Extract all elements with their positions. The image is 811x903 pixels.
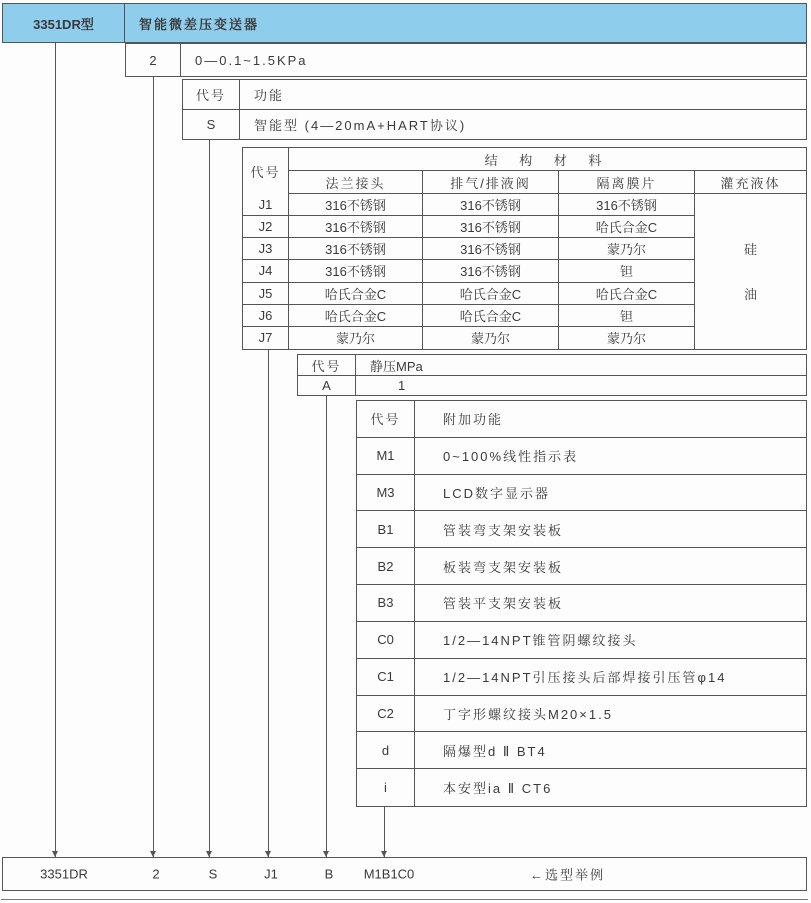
- addon-row-code: d: [357, 732, 415, 769]
- model-name-label: 智能微差压变送器: [139, 16, 260, 32]
- material-row-valve: 哈氏合金C: [423, 305, 559, 327]
- material-row-flange: 316不锈钢: [289, 194, 423, 216]
- material-row-flange: 蒙乃尔: [289, 327, 423, 349]
- addon-row-label: 管装平支架安装板: [415, 585, 806, 622]
- pressure-table: [297, 354, 807, 396]
- material-row-code: J4: [243, 260, 289, 282]
- model-code-label: 3351DR型: [33, 16, 94, 32]
- example-function: S: [208, 866, 218, 882]
- addon-row-label: 丁字形螺纹接头M20×1.5: [415, 696, 806, 733]
- fill-liquid-char: 油: [743, 287, 757, 303]
- example-pressure: B: [324, 866, 334, 882]
- connector-material-down-arrow-icon: [268, 350, 269, 857]
- model-name: [125, 4, 806, 42]
- addon-row-code: B3: [357, 585, 415, 622]
- addon-row-code: C1: [357, 659, 415, 696]
- addon-row-code: B1: [357, 511, 415, 548]
- range-row: [125, 43, 807, 77]
- material-table: [242, 147, 807, 350]
- addon-row-label: 板装弯支架安装板: [415, 548, 806, 585]
- col-header-flange: 法兰接头: [289, 171, 423, 194]
- pressure-header: 静压MPa: [356, 355, 806, 376]
- pressure-row-code: A: [298, 376, 356, 395]
- model-code: [3, 4, 125, 42]
- addon-code-header: 代号: [357, 401, 415, 438]
- material-row-diaphragm: 钽: [559, 260, 695, 282]
- addon-row-label: 1/2—14NPT引压接头后部焊接引压管φ14: [415, 659, 806, 696]
- material-row-code: J7: [243, 327, 289, 349]
- material-row-diaphragm: 哈氏合金C: [559, 216, 695, 238]
- addon-row-code: M3: [357, 475, 415, 512]
- material-row-flange: 316不锈钢: [289, 238, 423, 260]
- addon-header: 附加功能: [415, 401, 806, 438]
- material-row-diaphragm: 哈氏合金C: [559, 283, 695, 305]
- addon-row-label: 1/2—14NPT锥管阴螺纹接头: [415, 622, 806, 659]
- connector-addon-down-arrow-icon: [384, 807, 385, 857]
- material-row-flange: 316不锈钢: [289, 260, 423, 282]
- material-row-valve: 蒙乃尔: [423, 327, 559, 349]
- example-addon: M1B1C0: [363, 866, 415, 882]
- function-header: 功能: [240, 80, 806, 110]
- material-row-diaphragm: 蒙乃尔: [559, 238, 695, 260]
- col-header-vent-valve: 排气/排液阀: [423, 171, 559, 194]
- material-row-code: J2: [243, 216, 289, 238]
- fill-liquid-char: 硅: [743, 242, 757, 258]
- header-row: [2, 3, 807, 43]
- function-code-header: 代号: [183, 80, 240, 110]
- bottom-rule: [1, 899, 808, 900]
- example-model: 3351DR: [40, 866, 88, 882]
- addon-row-code: C2: [357, 696, 415, 733]
- material-group-header: 结 构 材 料: [289, 148, 806, 171]
- range-label: 0—0.1~1.5KPa: [195, 52, 308, 68]
- fill-liquid-cell: [695, 194, 806, 349]
- range-code: 2: [126, 44, 181, 76]
- col-header-diaphragm: 隔离膜片: [559, 171, 695, 194]
- material-code-header: 代号: [243, 148, 289, 194]
- addon-table: [356, 400, 807, 807]
- material-row-diaphragm: 316不锈钢: [559, 194, 695, 216]
- material-row-valve: 哈氏合金C: [423, 283, 559, 305]
- material-row-flange: 哈氏合金C: [289, 305, 423, 327]
- addon-row-label: 0~100%线性指示表: [415, 438, 806, 475]
- material-row-valve: 316不锈钢: [423, 260, 559, 282]
- addon-row-code: M1: [357, 438, 415, 475]
- example-note: ←选型举例: [530, 867, 606, 883]
- col-header-fill-liquid: 灌充液体: [695, 171, 806, 194]
- addon-row-code: B2: [357, 548, 415, 585]
- pressure-code-header: 代号: [298, 355, 356, 376]
- material-row-flange: 316不锈钢: [289, 216, 423, 238]
- function-row-label: 智能型 (4—20mA+HART协议): [254, 118, 467, 133]
- material-row-diaphragm: 钽: [559, 305, 695, 327]
- material-row-flange: 哈氏合金C: [289, 283, 423, 305]
- material-row-valve: 316不锈钢: [423, 238, 559, 260]
- material-row-code: J3: [243, 238, 289, 260]
- material-row-valve: 316不锈钢: [423, 194, 559, 216]
- addon-row-label: 隔爆型d Ⅱ BT4: [415, 732, 806, 769]
- example-material: J1: [264, 866, 278, 882]
- connector-pressure-down-arrow-icon: [326, 396, 327, 857]
- pressure-row-label: 1: [398, 378, 406, 393]
- material-row-valve: 316不锈钢: [423, 216, 559, 238]
- addon-row-label: 管装弯支架安装板: [415, 511, 806, 548]
- connector-function-down-arrow-icon: [209, 140, 210, 857]
- material-row-code: J5: [243, 283, 289, 305]
- example-row: [2, 857, 807, 891]
- material-row-code: J6: [243, 305, 289, 327]
- material-row-diaphragm: 蒙乃尔: [559, 327, 695, 349]
- addon-row-label: LCD数字显示器: [415, 475, 806, 512]
- addon-row-label: 本安型ia Ⅱ CT6: [443, 781, 553, 797]
- material-row-code: J1: [243, 194, 289, 216]
- connector-range-down-arrow-icon: [153, 77, 154, 857]
- addon-row-code: i: [357, 769, 415, 806]
- example-range: 2: [152, 866, 160, 882]
- addon-row-code: C0: [357, 622, 415, 659]
- function-table: [182, 79, 807, 140]
- function-row-code: S: [183, 110, 240, 139]
- connector-model-down-arrow-icon: [55, 43, 56, 857]
